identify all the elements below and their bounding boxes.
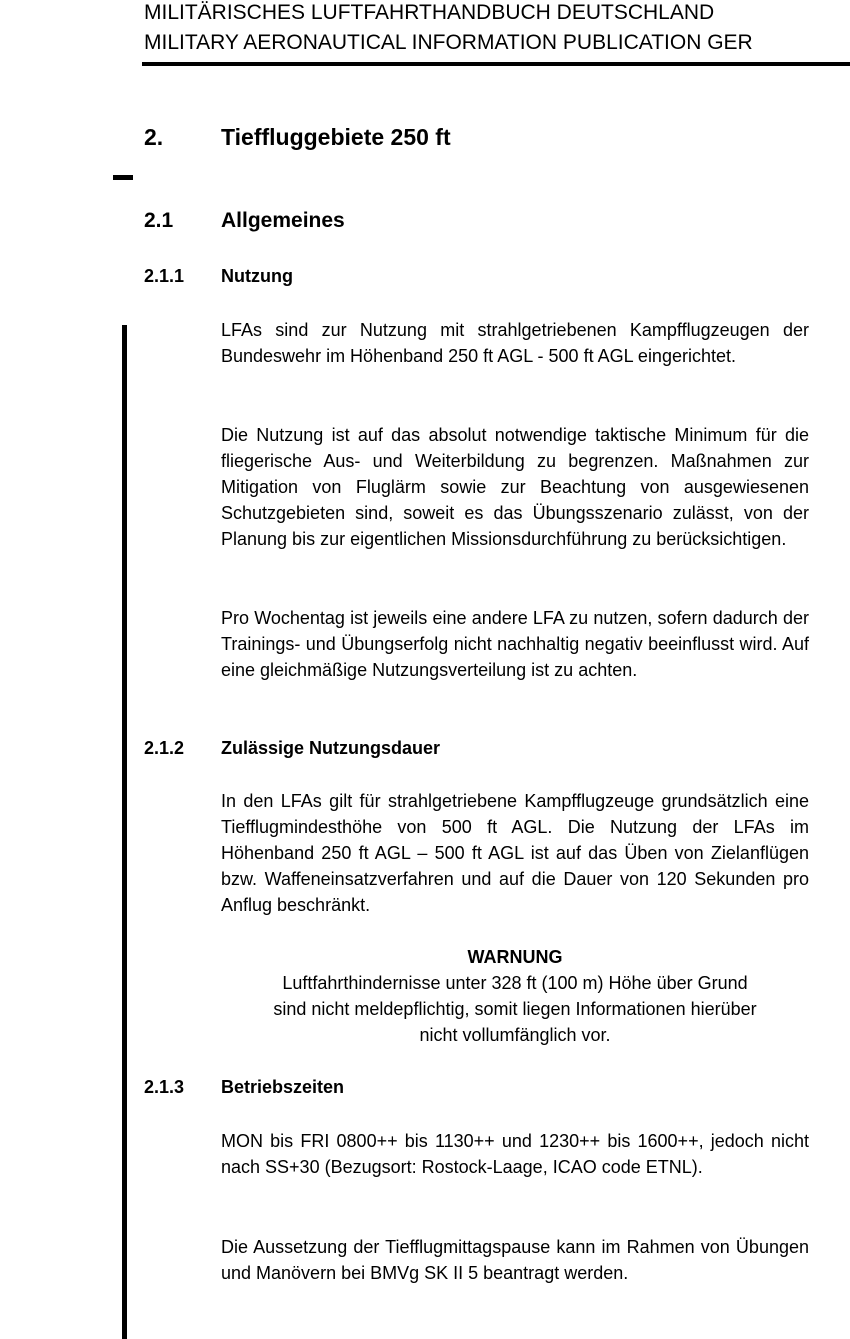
paragraph: LFAs sind zur Nutzung mit strahlgetriebenen Kampfflugzeugen der Bundeswehr im Höhenband 250 ft AGL - 500 ft AGL eingerichtet. bbox=[221, 320, 809, 366]
subsubsection-title: Nutzung bbox=[221, 266, 293, 286]
warning-line: nicht vollumfänglich vor. bbox=[419, 1025, 611, 1045]
subsubsection-number: 2.1.2 bbox=[144, 738, 185, 758]
warning-line: sind nicht meldepflichtig, somit liegen Informationen hierüber bbox=[273, 999, 757, 1019]
subsubsection-number: 2.1.3 bbox=[144, 1077, 185, 1097]
paragraph: MON bis FRI 0800++ bis 1130++ und 1230++ bis 1600++, jedoch nicht nach SS+30 (Bezugsort: Rostock-Laage, ICAO code ETNL). bbox=[221, 1131, 809, 1177]
paragraph: Die Nutzung ist auf das absolut notwendige taktische Minimum für die fliegerische Aus- und Weiterbildung zu begrenzen. Maßnahmen zur Mitigation von Fluglärm sowie zur Beachtung von ausgewiesenen Schutzgebieten sind, soweit es das Übungsszenario zulässt, von der Planung bis zur eigentlichen Missionsdurchführung zu berücksichtigen. bbox=[221, 425, 809, 549]
header-title-german: MILITÄRISCHES LUFTFAHRTHANDBUCH DEUTSCHLAND bbox=[144, 1, 715, 24]
subsection-title: Allgemeines bbox=[221, 209, 345, 232]
subsubsection-title: Betriebszeiten bbox=[221, 1077, 345, 1097]
section-number: 2. bbox=[144, 124, 164, 150]
subsubsection-title: Zulässige Nutzungsdauer bbox=[221, 738, 441, 758]
section-title: Tieffluggebiete 250 ft bbox=[221, 124, 451, 150]
subsection-number: 2.1 bbox=[144, 209, 174, 232]
paragraph: Die Aussetzung der Tiefflugmittagspause kann im Rahmen von Übungen und Manövern bei BMVg SK II 5 beantragt werden. bbox=[221, 1237, 809, 1283]
paragraph: In den LFAs gilt für strahlgetriebene Kampfflugzeuge grundsätzlich eine Tiefflugmindesthöhe von 500 ft AGL. Die Nutzung der LFAs im Höhenband 250 ft AGL – 500 ft AGL ist auf das Üben von Zielanflügen bzw. Waffeneinsatzverfahren und auf die Dauer von 120 Sekunden pro Anflug beschränkt. bbox=[221, 791, 809, 915]
paragraph: Pro Wochentag ist jeweils eine andere LFA zu nutzen, sofern dadurch der Trainings- und Übungserfolg nicht nachhaltig negativ beeinflusst wird. Auf eine gleichmäßige Nutzungsverteilung ist zu achten. bbox=[221, 608, 809, 680]
change-bar-vertical bbox=[122, 325, 127, 1339]
header-title-english: MILITARY AERONAUTICAL INFORMATION PUBLICATION GER bbox=[144, 31, 753, 54]
subsubsection-number: 2.1.1 bbox=[144, 266, 185, 286]
warning-line: Luftfahrthindernisse unter 328 ft (100 m) Höhe über Grund bbox=[282, 973, 748, 993]
header-rule bbox=[142, 62, 850, 66]
warning-title: WARNUNG bbox=[467, 947, 563, 967]
change-marker-dash bbox=[113, 175, 133, 180]
